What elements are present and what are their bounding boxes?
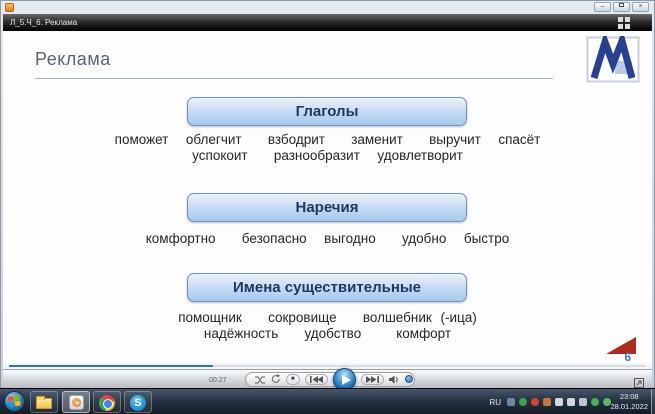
- volume-slider[interactable]: [405, 378, 406, 381]
- next-button[interactable]: [361, 374, 384, 385]
- page-number: 6: [624, 350, 631, 364]
- elapsed-time: 00:27: [209, 377, 227, 384]
- word-list-adverbs: [3, 231, 652, 247]
- shuffle-icon[interactable]: [254, 371, 266, 389]
- tray-alert-icon[interactable]: [531, 398, 539, 406]
- word-list-verbs: [3, 132, 652, 164]
- app-title: Л_5.Ч_6. Реклама: [10, 18, 78, 27]
- stop-button[interactable]: [286, 374, 300, 385]
- system-tray: [489, 389, 611, 414]
- word-line: поможет облегчит взбодрит заменит выручит спасёт: [114, 132, 541, 147]
- repeat-icon[interactable]: [271, 371, 281, 389]
- close-button[interactable]: [632, 2, 649, 12]
- taskbar-item-skype[interactable]: [124, 391, 152, 413]
- skype-icon: S: [130, 395, 146, 411]
- volume-knob[interactable]: [405, 375, 413, 383]
- restore-icon: [619, 3, 624, 7]
- word-list-nouns: [3, 310, 652, 342]
- group-button-adverbs: Наречия: [187, 193, 467, 222]
- language-indicator[interactable]: RU: [489, 397, 501, 407]
- previous-icon: [310, 376, 323, 383]
- channel-logo: [586, 36, 640, 83]
- player-control-bar: [3, 369, 652, 389]
- taskbar-item-explorer[interactable]: [30, 391, 58, 413]
- tray-volume-icon[interactable]: [567, 398, 575, 406]
- minimize-button[interactable]: [594, 2, 611, 12]
- taskbar-item-media-player[interactable]: [62, 391, 90, 413]
- show-desktop-button[interactable]: [651, 389, 655, 414]
- app-header: [3, 14, 652, 31]
- tray-wallet-icon[interactable]: [591, 398, 599, 406]
- slide-title: Реклама: [35, 49, 111, 69]
- restore-button[interactable]: [613, 2, 630, 12]
- slide-corner-triangle: [606, 337, 636, 354]
- previous-button[interactable]: [305, 374, 328, 385]
- tray-icons: [507, 398, 611, 406]
- clock-date: 28.01.2022: [610, 402, 648, 411]
- word-line: успокоит разнообразит удовлетворит: [192, 148, 463, 163]
- tray-audio-icon[interactable]: [543, 398, 551, 406]
- stop-icon: ■: [291, 376, 295, 382]
- start-button[interactable]: [4, 391, 25, 412]
- seek-track[interactable]: [9, 365, 646, 367]
- minimize-icon: –: [600, 3, 605, 10]
- taskbar-item-chrome[interactable]: [93, 391, 121, 413]
- taskbar: [0, 388, 655, 414]
- tray-antivirus-icon[interactable]: [519, 398, 527, 406]
- tray-network-icon[interactable]: [579, 398, 587, 406]
- chrome-icon: [99, 395, 115, 411]
- volume-icon[interactable]: [389, 371, 400, 389]
- folder-icon: [36, 398, 52, 409]
- taskbar-clock[interactable]: [610, 392, 648, 412]
- title-divider: [35, 78, 553, 79]
- clock-time: 23:08: [619, 392, 639, 401]
- seek-progress: [9, 365, 213, 367]
- tray-gpu-icon[interactable]: [507, 398, 515, 406]
- word-line: надёжность удобство комфорт: [203, 326, 452, 341]
- app-icon: [5, 3, 14, 12]
- transport-controls: [245, 372, 415, 387]
- word-line: комфортно безопасно выгодно удобно быстро: [145, 231, 510, 246]
- group-button-verbs: Глаголы: [187, 97, 467, 126]
- next-icon: [366, 376, 379, 383]
- fullscreen-button[interactable]: [634, 375, 644, 385]
- slide: [3, 31, 652, 363]
- windows-logo-icon: [8, 395, 21, 408]
- word-line: помощник сокровище волшебник (-ица): [178, 310, 477, 325]
- close-icon: ×: [638, 3, 643, 10]
- tray-flag-icon[interactable]: [555, 398, 563, 406]
- window-controls: [594, 2, 649, 12]
- group-button-nouns: Имена существительные: [187, 273, 467, 302]
- media-player-icon: [69, 395, 84, 410]
